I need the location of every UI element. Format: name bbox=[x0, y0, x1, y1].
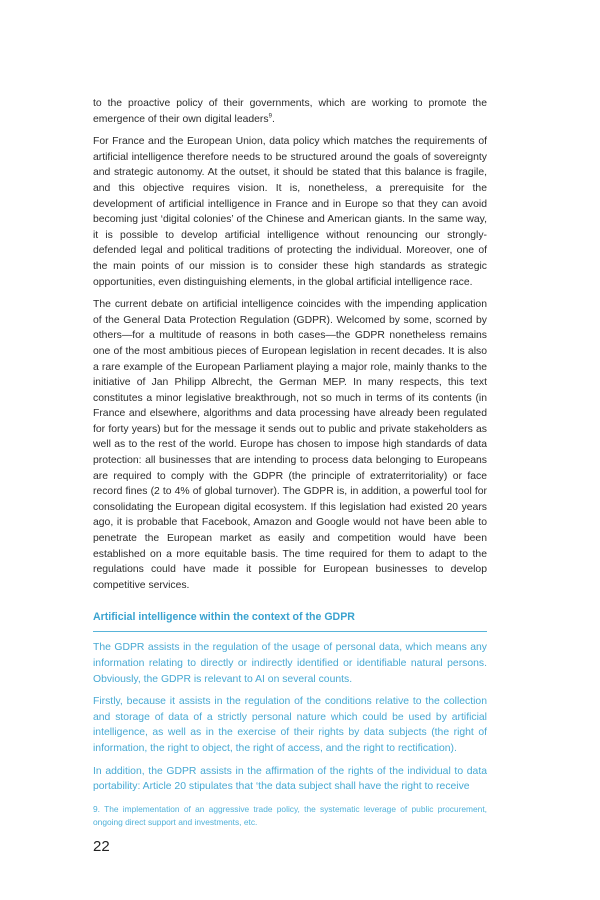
body-paragraph: For France and the European Union, data policy which matches the requirements of artificial intelligence therefore needs to be structured around the goals of sovereignty and strategic autonomy. At the outset, it should be stated that this balance is fragile, and this objective requires vision. It is, nonetheless, a prerequisite for the development of artificial intelligence in France and in Europe so that they can avoid becoming just ‘digital colonies’ of the Chinese and American giants. In the same way, it is possible to develop artificial intelligence without renouncing our strongly-defended legal and political traditions of protecting the individual. Moreover, one of the main points of our mission is to consider these high standards as strategic opportunities, even distinguishing elements, in the global artificial intelligence race. bbox=[93, 136, 487, 288]
paragraph-text: to the proactive policy of their governments, which are working to promote the emergence of their own digital leaders bbox=[93, 98, 487, 125]
section-paragraph: Firstly, because it assists in the regulation of the conditions relative to the collection and storage of data of a strictly personal nature which could be used by artificial intelligence, as well as in the exercise of their rights by data subjects (the right of information, the right to object, the right of access, and the right to rectification). bbox=[93, 696, 487, 754]
page-content bbox=[93, 96, 487, 802]
page-number: 22 bbox=[93, 838, 110, 855]
section-body bbox=[93, 640, 487, 794]
footnote-ref[interactable]: 9 bbox=[268, 113, 272, 120]
section-paragraph: The GDPR assists in the regulation of the usage of personal data, which means any information relating to directly or indirectly identified or identifiable natural persons. Obviously, the GDPR is relevant to AI on several counts. bbox=[93, 642, 487, 685]
section-paragraph: In addition, the GDPR assists in the affirmation of the rights of the individual to data portability: Article 20 stipulates that ‘the data subject shall have the right to receive bbox=[93, 765, 487, 793]
body-paragraph bbox=[93, 96, 487, 127]
paragraph-end: . bbox=[271, 113, 275, 125]
section-heading: Artificial intelligence within the context of the GDPR bbox=[93, 611, 487, 632]
body-paragraph: The current debate on artificial intelligence coincides with the impending application of the General Data Protection Regulation (GDPR). Welcomed by some, scorned by others—for a multitude of reasons in both cases—the GDPR nonetheless remains one of the most ambitious pieces of European legislation in recent decades. It is also a rare example of the European Parliament playing a major role, mainly thanks to the initiative of Jan Philipp Albrecht, the German MEP. In many respects, this text constitutes a minor legislative breakthrough, not so much in terms of its contents (in France and elsewhere, algorithms and data processing have already been regulated for forty years) but for the message it sends out to public and private stakeholders as well as to the rest of the world. Europe has chosen to impose high standards of data protection: all businesses that are intending to process data belonging to Europeans are required to comply with the GDPR (the principle of extraterritoriality) or face record fines (2 to 4% of global turnover). The GDPR is, in addition, a powerful tool for consolidating the European digital ecosystem. If this legislation had existed 20 years ago, it is probable that Facebook, Amazon and Google would not have been able to penetrate the European market as easily and competition would have been established on a more equitable basis. The time required for them to adapt to the regulations could have made it possible for European businesses to develop competitive services. bbox=[93, 299, 487, 591]
footnote: 9. The implementation of an aggressive trade policy, the systematic leverage of public procurement, ongoing direct support and investments, etc. bbox=[93, 804, 487, 827]
body-text bbox=[93, 96, 487, 593]
